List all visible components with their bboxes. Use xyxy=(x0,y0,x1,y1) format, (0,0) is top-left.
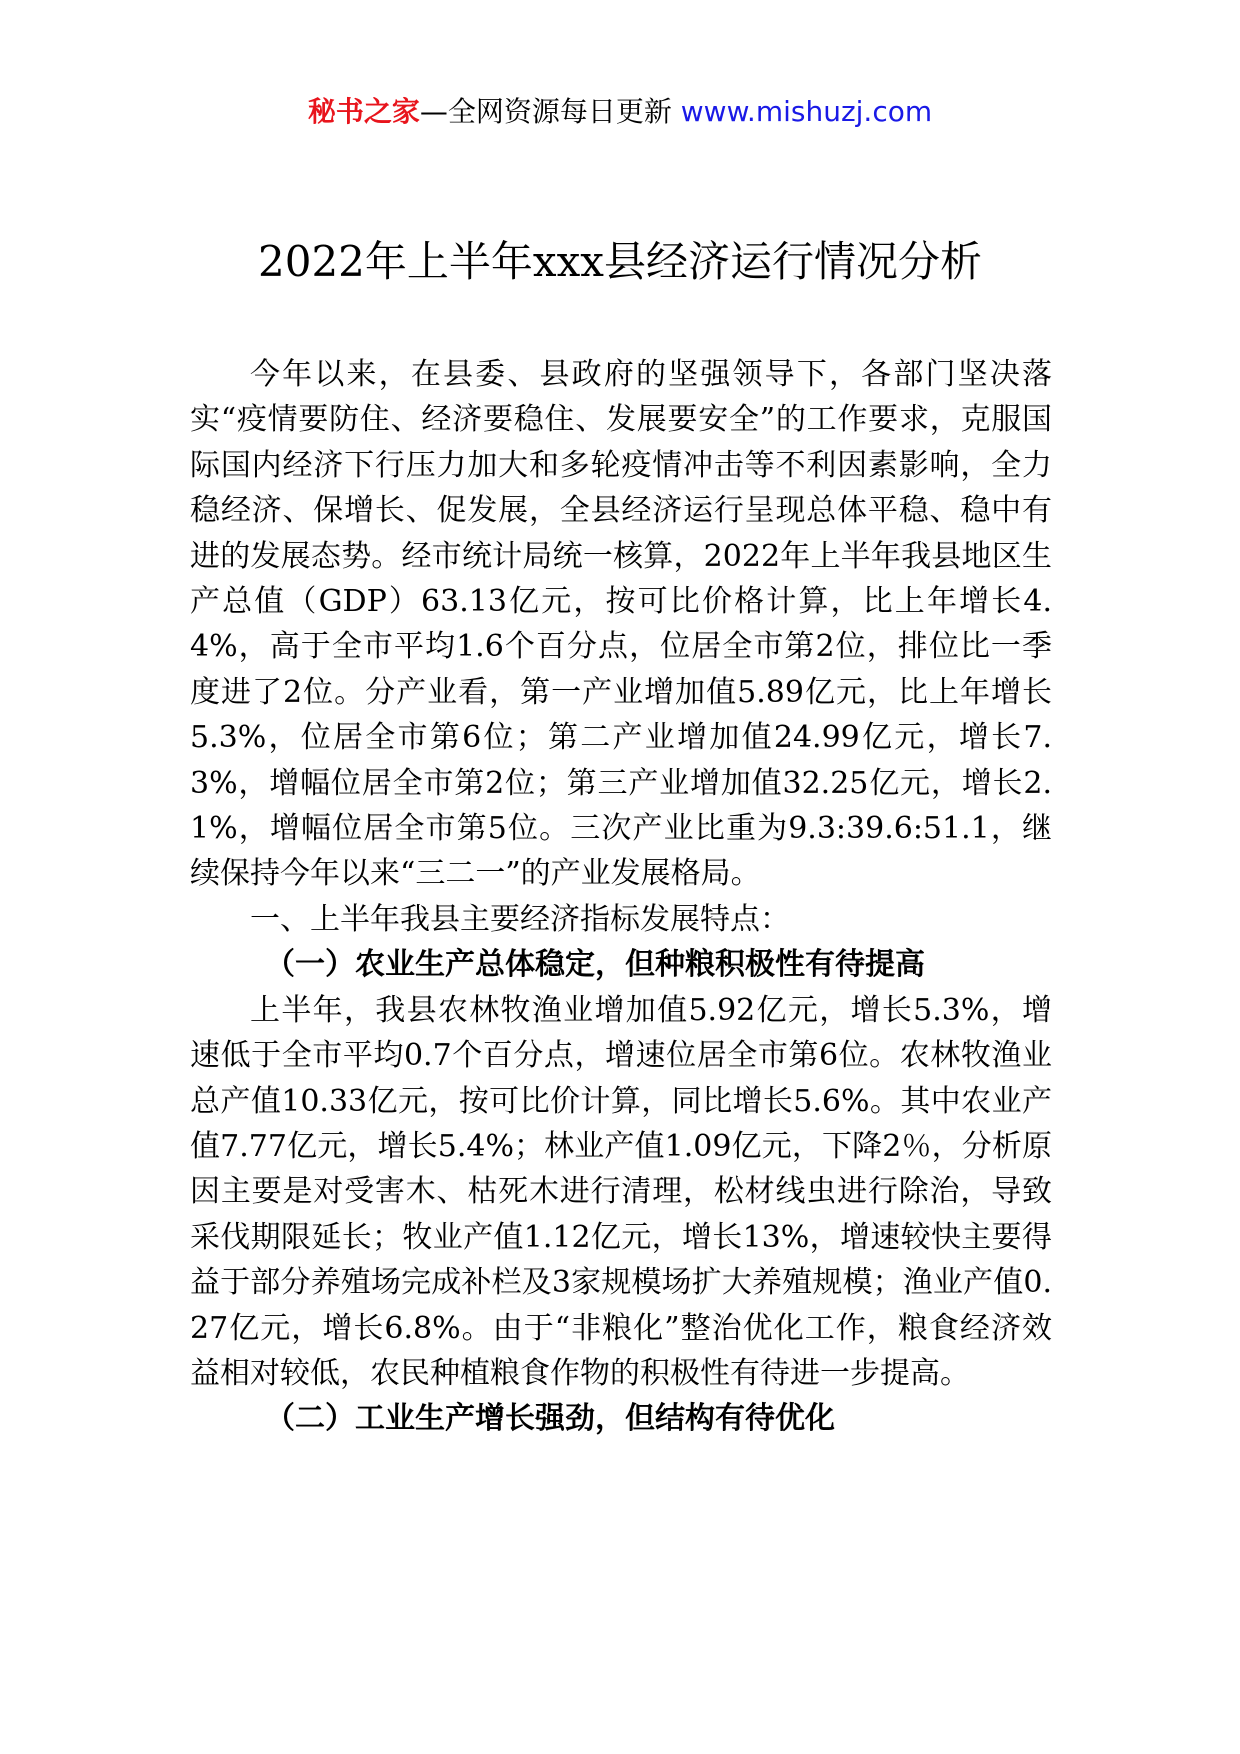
site-header-banner xyxy=(0,92,1240,132)
document-body xyxy=(190,352,1052,1442)
subsection-1-paragraph: 上半年，我县农林牧渔业增加值5.92亿元，增长5.3%，增速低于全市平均0.7个百分点，增速位居全市第6位。农林牧渔业总产值10.33亿元，按可比价计算，同比增长5.6%。其中农业产值7.77亿元，增长5.4%；林业产值1.09亿元，下降2％，分析原因主要是对受害木、枯死木进行清理，松材线虫进行除治，导致采伐期限延长；牧业产值1.12亿元，增长13%，增速较快主要得益于部分养殖场完成补栏及3家规模场扩大养殖规模；渔业产值0.27亿元，增长6.8%。由于“非粮化”整治优化工作，粮食经济效益相对较低，农民种植粮食作物的积极性有待进一步提高。 xyxy=(190,992,1052,1391)
intro-paragraph: 今年以来，在县委、县政府的坚强领导下，各部门坚决落实“疫情要防住、经济要稳住、发展要安全”的工作要求，克服国际国内经济下行压力加大和多轮疫情冲击等不利因素影响，全力稳经济、保增长、促发展，全县经济运行呈现总体平稳、稳中有进的发展态势。经市统计局统一核算，2022年上半年我县地区生产总值（GDP）63.13亿元，按可比价格计算，比上年增长4.4%，高于全市平均1.6个百分点，位居全市第2位，排位比一季度进了2位。分产业看，第一产业增加值5.89亿元，比上年增长5.3%，位居全市第6位；第二产业增加值24.99亿元，增长7.3%，增幅位居全市第2位；第三产业增加值32.25亿元，增长2.1%，增幅位居全市第5位。三次产业比重为9.3:39.6:51.1，继续保持今年以来“三二一”的产业发展格局。 xyxy=(190,357,1052,892)
section-1-heading: 一、上半年我县主要经济指标发展特点： xyxy=(250,901,790,937)
subsection-2-heading: （二）工业生产增长强劲，但结构有待优化 xyxy=(265,1401,835,1437)
site-brand-name: 秘书之家 xyxy=(307,95,420,128)
site-tagline: —全网资源每日更新 xyxy=(419,95,681,128)
site-url-link[interactable]: www.mishuzj.com xyxy=(680,95,933,128)
document-title: 2022年上半年xxx县经济运行情况分析 xyxy=(258,237,982,286)
subsection-1-heading: （一）农业生产总体稳定，但种粮积极性有待提高 xyxy=(265,947,925,983)
